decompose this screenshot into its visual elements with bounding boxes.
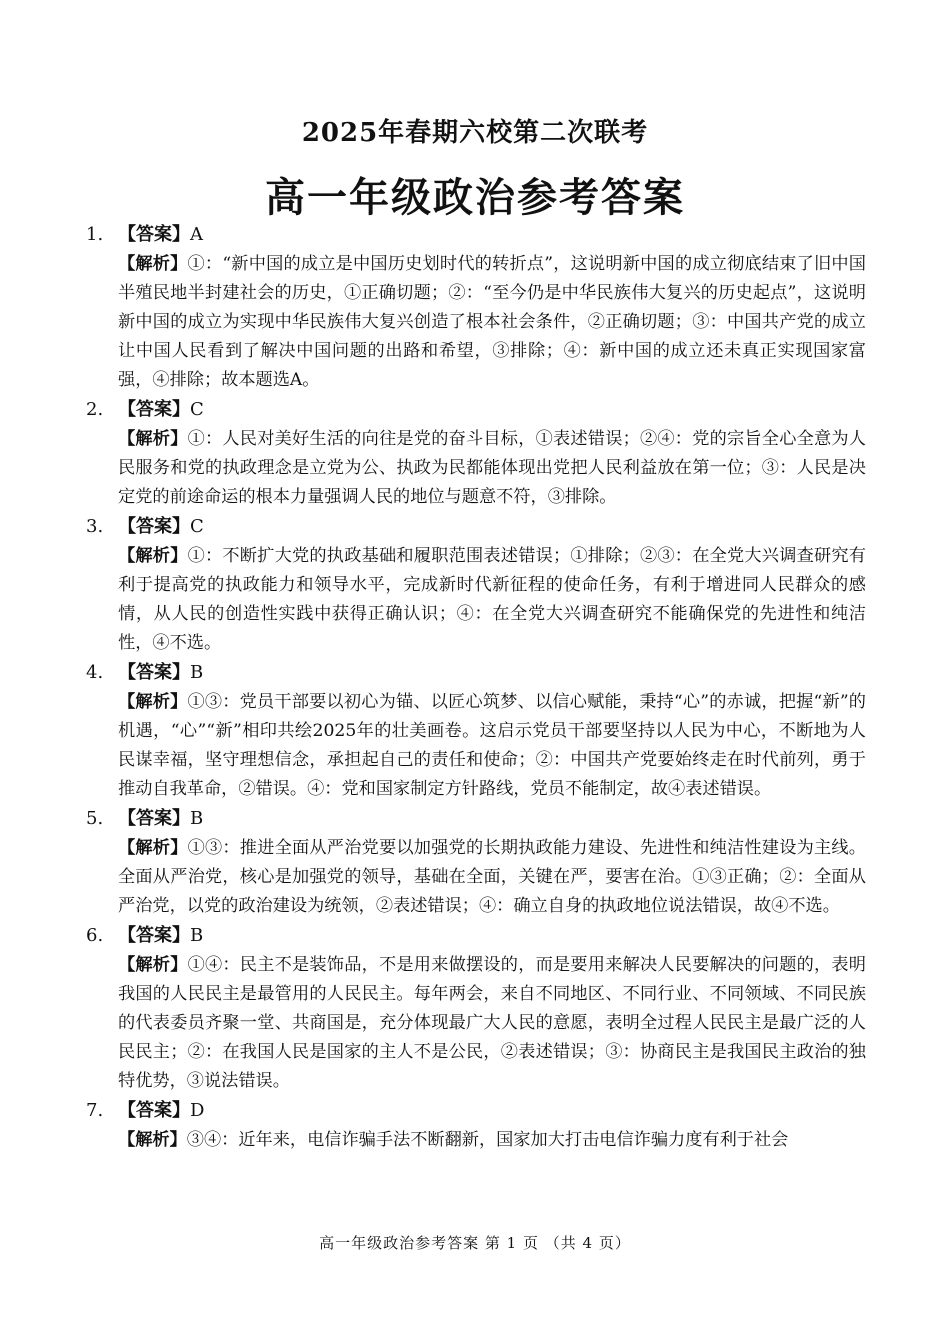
question-number: 3. xyxy=(86,516,104,537)
answer-value: B xyxy=(190,662,204,683)
answer-value: C xyxy=(190,399,204,420)
answer-item xyxy=(86,804,866,921)
analysis-paragraph xyxy=(86,1126,866,1155)
answer-item xyxy=(86,1096,866,1155)
answer-value: B xyxy=(190,925,204,946)
answer-item xyxy=(86,512,866,658)
answer-value: C xyxy=(190,516,204,537)
question-number: 1. xyxy=(86,224,104,245)
page-title: 高一年级政治参考答案 xyxy=(265,175,685,221)
answer-line xyxy=(86,1096,866,1126)
analysis-label: 【解析】 xyxy=(118,955,188,975)
answer-label: 【答案】 xyxy=(118,516,190,537)
answer-item xyxy=(86,658,866,804)
analysis-paragraph xyxy=(86,425,866,512)
answer-label: 【答案】 xyxy=(118,399,190,420)
question-number: 4. xyxy=(86,662,104,683)
question-number: 6. xyxy=(86,925,104,946)
answer-label: 【答案】 xyxy=(118,925,190,946)
answer-label: 【答案】 xyxy=(118,662,190,683)
answer-item xyxy=(86,395,866,512)
analysis-text: ③④：近年来，电信诈骗手法不断翻新，国家加大打击电信诈骗力度有利于社会 xyxy=(186,1130,789,1150)
answer-line xyxy=(86,804,866,834)
question-number: 7. xyxy=(86,1100,104,1121)
answer-line xyxy=(86,921,866,951)
answer-value: D xyxy=(190,1100,205,1121)
analysis-paragraph xyxy=(86,834,866,921)
answer-line xyxy=(86,658,866,688)
page-footer: 高一年级政治参考答案 第 1 页 （共 4 页） xyxy=(319,1234,631,1252)
answer-item xyxy=(86,921,866,1096)
analysis-paragraph xyxy=(86,688,866,804)
analysis-label: 【解析】 xyxy=(118,546,188,566)
analysis-paragraph xyxy=(86,542,866,658)
answer-item xyxy=(86,220,866,395)
analysis-text: ①：不断扩大党的执政基础和履职范围表述错误；①排除；②③：在全党大兴调查研究有利于提高党的执政能力和领导水平，完成新时代新征程的使命任务，有利于增进同人民群众的感情，从人民的创造性实践中获得正确认识；④：在全党大兴调查研究不能确保党的先进性和纯洁性，④不选。 xyxy=(118,546,866,653)
answer-line xyxy=(86,220,866,250)
answer-list xyxy=(86,220,866,1155)
answer-value: A xyxy=(190,224,203,245)
answer-label: 【答案】 xyxy=(118,1100,190,1121)
answer-label: 【答案】 xyxy=(118,808,190,829)
analysis-text: ①④：民主不是装饰品，不是用来做摆设的，而是要用来解决人民要解决的问题的，表明我国的人民民主是最管用的人民民主。每年两会，来自不同地区、不同行业、不同领域、不同民族的代表委员齐聚一堂、共商国是，充分体现最广大人民的意愿，表明全过程人民民主是最广泛的人民民主；②：在我国人民是国家的主人不是公民，②表述错误；③：协商民主是我国民主政治的独特优势，③说法错误。 xyxy=(118,955,866,1091)
analysis-label: 【解析】 xyxy=(118,692,188,712)
analysis-paragraph xyxy=(86,951,866,1096)
analysis-text: ①③：党员干部要以初心为锚、以匠心筑梦、以信心赋能，秉持“心”的赤诚，把握“新”的机遇，“心”“新”相印共绘2025年的壮美画卷。这启示党员干部要坚持以人民为中心，不断地为人民谋幸福，坚守理想信念，承担起自己的责任和使命；②：中国共产党要始终走在时代前列，勇于推动自我革命，②错误。④：党和国家制定方针路线，党员不能制定，故④表述错误。 xyxy=(118,692,866,799)
answer-line xyxy=(86,512,866,542)
answer-label: 【答案】 xyxy=(118,224,190,245)
analysis-text: ①③：推进全面从严治党要以加强党的长期执政能力建设、先进性和纯洁性建设为主线。全面从严治党，核心是加强党的领导，基础在全面，关键在严，要害在治。①③正确；②：全面从严治党，以党的政治建设为统领，②表述错误；④：确立自身的执政地位说法错误，故④不选。 xyxy=(118,838,866,916)
question-number: 2. xyxy=(86,399,104,420)
analysis-text: ①：“新中国的成立是中国历史划时代的转折点”，这说明新中国的成立彻底结束了旧中国半殖民地半封建社会的历史，①正确切题；②：“至今仍是中华民族伟大复兴的历史起点”，这说明新中国的成立为实现中华民族伟大复兴创造了根本社会条件，②正确切题；③：中国共产党的成立让中国人民看到了解决中国问题的出路和希望，③排除；④：新中国的成立还未真正实现国家富强，④排除；故本题选A。 xyxy=(118,254,866,390)
answer-line xyxy=(86,395,866,425)
analysis-label: 【解析】 xyxy=(118,838,188,858)
answer-value: B xyxy=(190,808,204,829)
analysis-label: 【解析】 xyxy=(118,1130,187,1150)
analysis-paragraph xyxy=(86,250,866,395)
analysis-label: 【解析】 xyxy=(118,429,188,449)
exam-subtitle: 2025年春期六校第二次联考 xyxy=(301,118,649,148)
analysis-text: ①：人民对美好生活的向往是党的奋斗目标，①表述错误；②④：党的宗旨全心全意为人民服务和党的执政理念是立党为公、执政为民都能体现出党把人民利益放在第一位；③：人民是决定党的前途命运的根本力量强调人民的地位与题意不符，③排除。 xyxy=(118,429,866,507)
question-number: 5. xyxy=(86,808,104,829)
analysis-label: 【解析】 xyxy=(118,254,188,274)
